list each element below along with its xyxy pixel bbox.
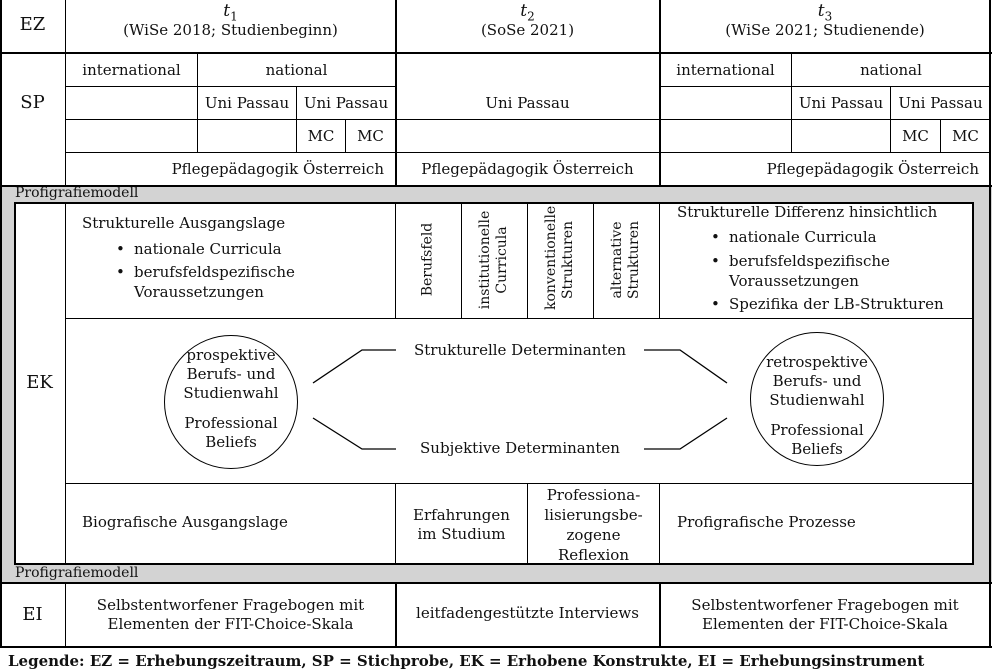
professiona-line2: lisierungsbe- (544, 506, 643, 524)
t1-pflege: Pflegepädagogik Österreich (171, 160, 384, 178)
ez-label: EZ (19, 14, 46, 35)
t3-national: national (860, 61, 922, 79)
differenz-item-voraussetzungen: Voraussetzungen (729, 272, 859, 290)
differenz-title: Strukturelle Differenz hinsichtlich (677, 203, 938, 221)
circle-left-line3: Studienwahl (183, 384, 279, 402)
t3-desc: (WiSe 2021; Studienende) (725, 21, 925, 39)
connector-bot-right (644, 418, 727, 449)
t1-international: international (82, 61, 181, 79)
vlabel-institutionelle-2: Curricula (494, 226, 510, 294)
sp-label: SP (20, 92, 45, 113)
t2-pflege: Pflegepädagogik Österreich (421, 160, 634, 178)
ei-right (660, 596, 990, 634)
t2-subscript: 2 (527, 9, 535, 24)
ek-label: EK (26, 372, 53, 393)
vlabel-institutionelle-1: institutionelle (477, 210, 493, 310)
t3-mc-2: MC (952, 127, 979, 145)
t1-uni-passau-2: Uni Passau (303, 94, 389, 112)
t3-mc-1: MC (902, 127, 929, 145)
ei-right-line2: Elementen der FIT-Choice-Skala (702, 615, 948, 633)
circle-right-line1: retrospektive (766, 353, 868, 371)
det-subjektive: Subjektive Determinanten (420, 439, 620, 457)
legend: Legende: EZ = Erhebungszeitraum, SP = Stichprobe, EK = Erhobene Konstrukte, EI = Erhebungsinstrument (8, 652, 925, 670)
differenz-item-curricula: • nationale Curricula (729, 228, 877, 246)
t3-international: international (676, 61, 775, 79)
t1-subscript: 1 (230, 9, 238, 24)
t1-desc: (WiSe 2018; Studienbeginn) (123, 21, 338, 39)
differenz-item-spezifika: • Spezifika der LB-Strukturen (729, 295, 944, 313)
t3-pflege: Pflegepädagogik Österreich (766, 160, 979, 178)
ausgangslage-item-voraussetzungen: Voraussetzungen (134, 283, 264, 301)
biografische-ausgangslage: Biografische Ausgangslage (82, 513, 288, 531)
t2-desc: (SoSe 2021) (480, 21, 575, 39)
circle-right-line4: Professional (770, 421, 864, 439)
ei-right-line1: Selbstentworfener Fragebogen mit (691, 596, 959, 614)
circle-left-line5: Beliefs (205, 433, 257, 451)
t3-symbol: t (817, 1, 825, 21)
t1-symbol: t (223, 1, 231, 21)
circle-right-line2: Berufs- und (772, 372, 862, 390)
vlabel-alternative-2: Strukturen (626, 220, 642, 300)
ei-label: EI (22, 604, 43, 625)
t1-national: national (265, 61, 328, 79)
ausgangslage-item-berufsfeld: • berufsfeldspezifische (134, 263, 295, 281)
professiona-line4: Reflexion (557, 546, 629, 564)
vlabel-berufsfeld-text: Berufsfeld (419, 222, 436, 297)
professionalisierung-reflexion (528, 485, 659, 565)
det-strukturelle: Strukturelle Determinanten (413, 341, 627, 359)
circle-right-line3: Studienwahl (769, 391, 865, 409)
professiona-line3: zogene (566, 526, 621, 544)
connector-top-right (644, 350, 727, 383)
circle-left-line2: Berufs- und (186, 365, 276, 383)
band-label-bottom: Profigrafiemodell (15, 565, 139, 581)
circle-right-line5: Beliefs (791, 440, 843, 458)
vlabel-alternative-1: alternative (609, 221, 625, 299)
t3-uni-passau-2: Uni Passau (898, 94, 983, 112)
connector-top-left (313, 350, 396, 383)
ausgangslage-title: Strukturelle Ausgangslage (82, 214, 286, 232)
profigrafische-prozesse: Profigrafische Prozesse (677, 513, 856, 531)
vlabel-konventionelle-1: konventionelle (543, 205, 559, 310)
ei-left-line1: Selbstentworfener Fragebogen mit (96, 596, 365, 614)
erfahrungen-line2: im Studium (417, 525, 506, 543)
vlabel-konventionelle-2: Strukturen (560, 220, 576, 300)
circle-left-line1: prospektive (186, 346, 276, 364)
ausgangslage-item-curricula: • nationale Curricula (134, 240, 282, 258)
differenz-item-berufsfeld: • berufsfeldspezifische (729, 252, 890, 270)
band-label-top: Profigrafiemodell (15, 185, 139, 201)
hline-ei-top (0, 582, 992, 584)
ei-middle: leitfadengestützte Interviews (416, 604, 639, 622)
t3-subscript: 3 (824, 9, 833, 24)
t2-symbol: t (520, 1, 528, 21)
t3-uni-passau-1: Uni Passau (798, 94, 884, 112)
t1-uni-passau-1: Uni Passau (204, 94, 290, 112)
professiona-line1: Professiona- (546, 486, 641, 504)
erfahrungen-im-studium (396, 506, 527, 544)
connector-bot-left (313, 418, 396, 449)
t1-mc-1: MC (307, 127, 335, 145)
t2-uni-passau: Uni Passau (485, 94, 570, 112)
ei-left-line2: Elementen der FIT-Choice-Skala (107, 615, 354, 633)
erfahrungen-line1: Erfahrungen (413, 506, 510, 524)
t1-mc-2: MC (357, 127, 384, 145)
circle-left-line4: Professional (184, 414, 278, 432)
ei-left (66, 596, 395, 634)
